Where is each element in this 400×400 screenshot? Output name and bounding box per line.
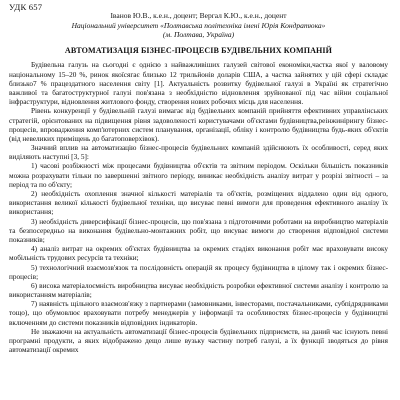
authors-line: Іванов Ю.В., к.е.н., доцент; Вергал К.Ю., к.е.н., доцент — [110, 11, 287, 20]
paper-title: АВТОМАТИЗАЦІЯ БІЗНЕС-ПРОЦЕСІВ БУДІВЕЛЬНИХ КОМПАНІЙ — [64, 46, 333, 56]
list-item: 2) необхідність охоплення значної кількості матеріалів та об'єктів, розміщених віддалено один від одного, використання великої кількості будівельної техніки, що висуває певні вимоги для проведення ефективного аналізу їх використання; — [9, 190, 388, 217]
list-item: 5) технологічний взаємозв'язок та послідовність операцій як процесу будівництва в цілому так і окремих бізнес-процесів; — [9, 263, 388, 281]
list-item: 4) аналіз витрат на окремих об'єктах будівництва за окремих стадіях виконання робіт має враховувати високу мобільність трудових ресурсів та техніки; — [9, 245, 388, 263]
paragraph-intro: Будівельна галузь на сьогодні є однією з найважливіших галузей світової економіки,частка якої у валовому національному 15–20 %, ринок якоїсягає близько 12 трильйонів доларів США, а частка зайнятих у цій сфері складає близько7 % працездатного населення світу [1]. Актуальність розвитку будівельної галузі в Україні як стратегічно важливої та багатоструктурної галузі пов'язана з необхідністю відновлення зруйнованої під час війни соціальної інфраструктури, відновлення житлового фонду, створення нових робочих місць для населення. — [9, 61, 388, 107]
affiliation-line: Національний університет «Полтавська політехніка імені Юрія Кондратюка» — [71, 20, 326, 30]
paragraph-features-lead: Значний вплив на автоматизацію бізнес-процесів будівельних компаній здійснюють їх особливості, серед яких виділяють наступні [3, 5]: — [9, 144, 388, 162]
list-item: 7) наявність щільного взаємозв'язку з партнерами (замовниками, інвесторами, постачальниками, субпідрядниками тощо), що обумовлює враховувати потребу менеджерів у інформації та особливостях бізнес-процесів у будівництві включенням до системи показників відповідних індикаторів. — [9, 300, 388, 327]
paragraph-competition: Рівень конкуренції у будівельній галузі вимагає від будівельних компаній прийняття ефективних управлінських стратегій, орієнтованих на підвищення рівня задоволеності користувачами об'єктами будівництва,реінжинірингу бізнес-процесів, впровадження комп'ютерних систем планування, організації, обліку і контролю будівництва будь-яких об'єктів (від невеликих приміщень до багатоповерхівок). — [9, 107, 388, 143]
list-item: 1) часові розбіжності між процесами будівництва об'єктів та звітним періодом. Оскільки більшість показників можна розрахувати тільки по завершенні звітного періоду, виникає необхідність аналізу витрат у розрізі звітності – за період та по об'єкту; — [9, 162, 388, 189]
affiliation-city: (м. Полтава, Україна) — [162, 30, 235, 39]
udk-code: УДК 657 — [9, 2, 43, 12]
paragraph-conclusion: Не зважаючи на актуальність автоматизації бізнес-процесів будівельних підприємств, на даний час існують певні програмні продукти, а яких відображено дещо лише вузьку частину потреб галузі, а їх функції зводяться до рівня автоматизації окремих — [9, 327, 388, 355]
list-item: 3) необхідність диверсифікації бізнес-процесів, що пов'язана з підготовчими роботами на виробництво матеріалів та безпосередньо на виконання будівельно-монтажних робіт, що висуває вимоги до створення відповідної системи показників; — [9, 217, 388, 244]
list-item: 6) висока матеріалоємність виробництва висуває необхідність розробки ефективної системи аналізу і контролю за використанням матеріалів; — [9, 281, 388, 300]
paper-body — [9, 61, 388, 355]
